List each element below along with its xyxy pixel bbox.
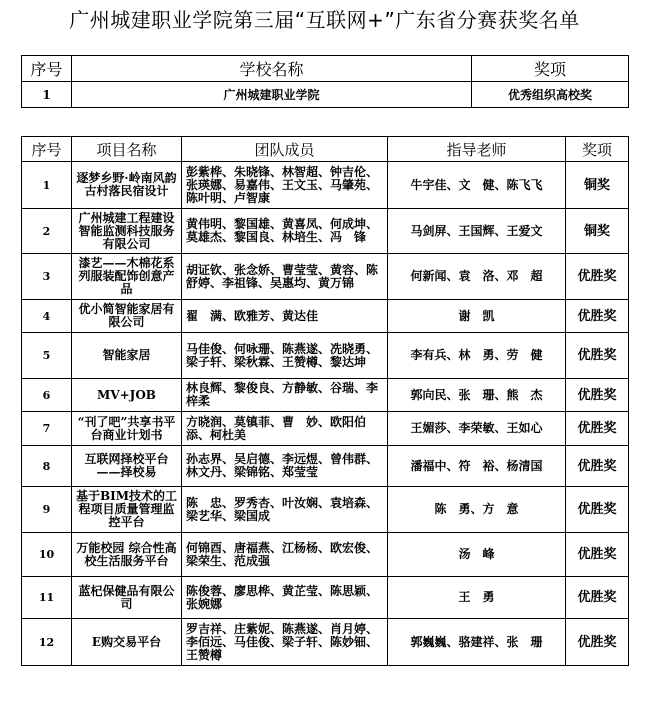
cell-award: 铜奖 — [566, 162, 629, 209]
cell-no: 6 — [22, 379, 72, 412]
cell-no: 5 — [22, 333, 72, 379]
cell-advisor: 李有兵、林 勇、劳 健 — [388, 333, 566, 379]
table-row — [22, 333, 629, 379]
cell-award: 优胜奖 — [566, 300, 629, 333]
page-title: 广州城建职业学院第三届“互联网+”广东省分赛获奖名单 — [69, 8, 580, 32]
cell-project: 互联网择校平台——择校易 — [72, 446, 182, 487]
cell-project: E购交易平台 — [72, 619, 182, 666]
cell-project: “刊了吧”共享书平台商业计划书 — [72, 412, 182, 446]
cell-project: 逐梦乡野·岭南风韵古村落民宿设计 — [72, 162, 182, 209]
cell-project: 智能家居 — [72, 333, 182, 379]
cell-no: 2 — [22, 209, 72, 254]
cell-award: 优胜奖 — [566, 379, 629, 412]
cell-award: 优胜奖 — [566, 487, 629, 533]
cell-advisor: 汤 峰 — [388, 533, 566, 577]
cell-award: 优胜奖 — [566, 533, 629, 577]
table-row — [22, 412, 629, 446]
cell-project: 漆艺——木棉花系列服装配饰创意产品 — [72, 254, 182, 300]
cell-advisor: 牛宇佳、文 健、陈飞飞 — [388, 162, 566, 209]
cell-project: 基于BIM技术的工程项目质量管理监控平台 — [72, 487, 182, 533]
cell-team: 黄伟明、黎国雄、黄喜凤、何成坤、莫雄杰、黎国良、林培生、冯 锋 — [182, 209, 388, 254]
header-award: 奖项 — [566, 137, 629, 162]
cell-team: 胡证钦、张念娇、曹莹莹、黄容、陈舒婷、李祖锋、吴惠均、黄万锦 — [182, 254, 388, 300]
cell-no: 12 — [22, 619, 72, 666]
cell-advisor: 王 勇 — [388, 577, 566, 619]
header-school: 学校名称 — [72, 56, 472, 82]
header-no: 序号 — [22, 137, 72, 162]
cell-team: 孙志界、吴启德、李远煜、曾伟群、林文丹、梁锦铭、郑莹莹 — [182, 446, 388, 487]
cell-no: 1 — [22, 82, 72, 108]
cell-project: 广州城建工程建设智能监测科技服务有限公司 — [72, 209, 182, 254]
cell-award: 优胜奖 — [566, 577, 629, 619]
cell-award: 铜奖 — [566, 209, 629, 254]
cell-advisor: 王媚莎、李荣敏、王如心 — [388, 412, 566, 446]
cell-advisor: 马剑屏、王国辉、王爱文 — [388, 209, 566, 254]
table-row — [22, 577, 629, 619]
organization-award-table — [21, 55, 629, 108]
cell-team: 陈 忠、罗秀杏、叶汝娴、袁培森、梁艺华、梁国成 — [182, 487, 388, 533]
table-row — [22, 162, 629, 209]
cell-team: 翟 满、欧雅芳、黄达佳 — [182, 300, 388, 333]
table-row — [22, 446, 629, 487]
cell-advisor: 谢 凯 — [388, 300, 566, 333]
cell-advisor: 潘福中、符 裕、杨清国 — [388, 446, 566, 487]
table-row — [22, 379, 629, 412]
cell-advisor: 郭向民、张 珊、熊 杰 — [388, 379, 566, 412]
header-advisor: 指导老师 — [388, 137, 566, 162]
cell-project: 蓝杞保健品有限公司 — [72, 577, 182, 619]
header-award: 奖项 — [472, 56, 629, 82]
header-no: 序号 — [22, 56, 72, 82]
header-project: 项目名称 — [72, 137, 182, 162]
cell-team: 何锦酉、唐福燕、江杨杨、欧宏俊、梁荣生、范成强 — [182, 533, 388, 577]
cell-award: 优胜奖 — [566, 412, 629, 446]
cell-team: 陈俊蓉、廖思桦、黄芷莹、陈思颖、张婉娜 — [182, 577, 388, 619]
cell-no: 3 — [22, 254, 72, 300]
cell-project: 万能校园 综合性高校生活服务平台 — [72, 533, 182, 577]
cell-team: 方晓润、莫镇菲、曹 妙、欧阳伯添、柯杜美 — [182, 412, 388, 446]
cell-award: 优秀组织高校奖 — [472, 82, 629, 108]
cell-no: 7 — [22, 412, 72, 446]
table-row — [22, 619, 629, 666]
table-row — [22, 300, 629, 333]
cell-team: 彭紫桦、朱晓锋、林智超、钟吉伦、张瑛娜、易嘉伟、王文玉、马肇苑、陈叶明、卢智康 — [182, 162, 388, 209]
cell-award: 优胜奖 — [566, 254, 629, 300]
header-team: 团队成员 — [182, 137, 388, 162]
table-header-row — [22, 137, 629, 162]
project-award-table — [21, 136, 629, 666]
table-header-row — [22, 56, 629, 82]
table-row — [22, 82, 629, 108]
table-row — [22, 254, 629, 300]
cell-no: 11 — [22, 577, 72, 619]
cell-no: 10 — [22, 533, 72, 577]
cell-team: 马佳俊、何咏珊、陈燕遂、冼晓勇、梁子轩、梁秋霖、王赞樽、黎达坤 — [182, 333, 388, 379]
cell-award: 优胜奖 — [566, 619, 629, 666]
cell-team: 罗吉祥、庄紫妮、陈燕遂、肖月婷、李佰远、马佳俊、梁子轩、陈妙钿、王赞樽 — [182, 619, 388, 666]
table-row — [22, 487, 629, 533]
cell-advisor: 郭巍巍、骆建祥、张 珊 — [388, 619, 566, 666]
cell-team: 林良辉、黎俊良、方静敏、谷瑞、李梓柔 — [182, 379, 388, 412]
cell-project: MV+JOB — [72, 379, 182, 412]
cell-school: 广州城建职业学院 — [72, 82, 472, 108]
cell-advisor: 何新闻、袁 洛、邓 超 — [388, 254, 566, 300]
cell-advisor: 陈 勇、方 意 — [388, 487, 566, 533]
cell-no: 1 — [22, 162, 72, 209]
table-row — [22, 533, 629, 577]
cell-award: 优胜奖 — [566, 446, 629, 487]
cell-no: 8 — [22, 446, 72, 487]
table-row — [22, 209, 629, 254]
cell-project: 优小简智能家居有限公司 — [72, 300, 182, 333]
cell-no: 9 — [22, 487, 72, 533]
cell-no: 4 — [22, 300, 72, 333]
cell-award: 优胜奖 — [566, 333, 629, 379]
